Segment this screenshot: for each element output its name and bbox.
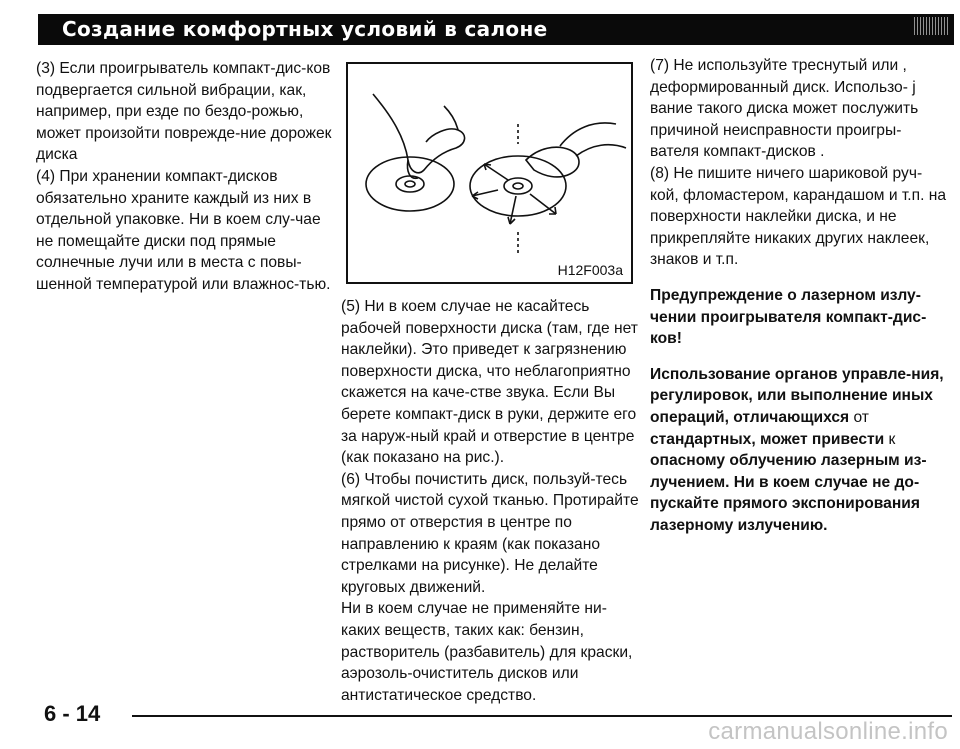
right-column [650, 55, 950, 536]
cleaning-cloth [526, 147, 579, 177]
warning-text-part-2: стандартных, может привести [650, 430, 885, 448]
paragraph-6: (6) Чтобы почистить диск, пользуй-тесь мягкой чистой сухой тканью. Протирайте прямо от отверстия в центре по направлению к краям (как показано стрелками на рисунке). Не делайте круговых движений. [341, 470, 639, 596]
page-number: 6 - 14 [44, 701, 101, 726]
warning-text-part-3: опасному облучению лазерным из-лучением. Ни в коем случае не до-пускайте прямого экспонирования лазерному излучению. [650, 452, 927, 534]
paragraph-5: (5) Ни в коем случае не касайтесь рабочей поверхности диска (там, где нет наклейки). Это приведет к загрязнению поверхности диска, что неблагоприятно скажется на каче-стве звука. Если Вы берете компакт-диск в руки, держите его за наруж-ный край и отверстие в центре (как показано на рис.). [341, 298, 638, 467]
paragraph-4: (4) При хранении компакт-дисков обязательно храните каждый из них в отдельной упаковке. Ни в коем слу-чае не помещайте диски под прямые солнечные лучи или в места с повы-шенной температурой или влажнос-тью. [36, 167, 331, 293]
header-decoration [914, 17, 948, 35]
cd-drawing [348, 64, 631, 282]
paragraph-8: (8) Не пишите ничего шариковой руч-кой, фломастером, карандашом и т.п. на поверхности наклейки диска, и не прикрепляйте никаких других наклеек, знаков и т.п. [650, 164, 947, 269]
figure-code: H12F003a [557, 262, 623, 278]
laser-warning-title: Предупреждение о лазерном излу-чении проигрывателя компакт-дис-ков! [650, 286, 927, 348]
laser-warning-text [650, 364, 950, 537]
middle-column [341, 296, 641, 706]
paragraph-3: (3) Если проигрыватель компакт-дис-ков подвергается сильной вибрации, как, например, при езде по бездо-рожью, может произойти поврежде-ние дорожек диска [36, 60, 332, 164]
warning-text-to: к [884, 430, 896, 448]
cd-handling-illustration [346, 62, 633, 284]
footer-rule [132, 715, 952, 717]
watermark: carmanualsonline.info [708, 718, 948, 745]
warning-text-from: от [849, 408, 869, 426]
warning-text-part-1: Использование органов управле-ния, регулировок, или выполнение иных операций, отличающихся [650, 365, 944, 426]
section-title: Создание комфортных условий в салоне [62, 17, 548, 41]
paragraph-6-continued: Ни в коем случае не применяйте ни-каких веществ, таких как: бензин, растворитель (разбавитель) для краски, аэрозоль-очиститель дисков или антистатическое средство. [341, 600, 633, 704]
section-header [38, 14, 954, 45]
paragraph-7: (7) Не используйте треснутый или , деформированный диск. Использо- j вание такого диска может послужить причиной неисправности проигры-вателя компакт-дисков . [650, 57, 919, 161]
left-column [36, 58, 332, 296]
